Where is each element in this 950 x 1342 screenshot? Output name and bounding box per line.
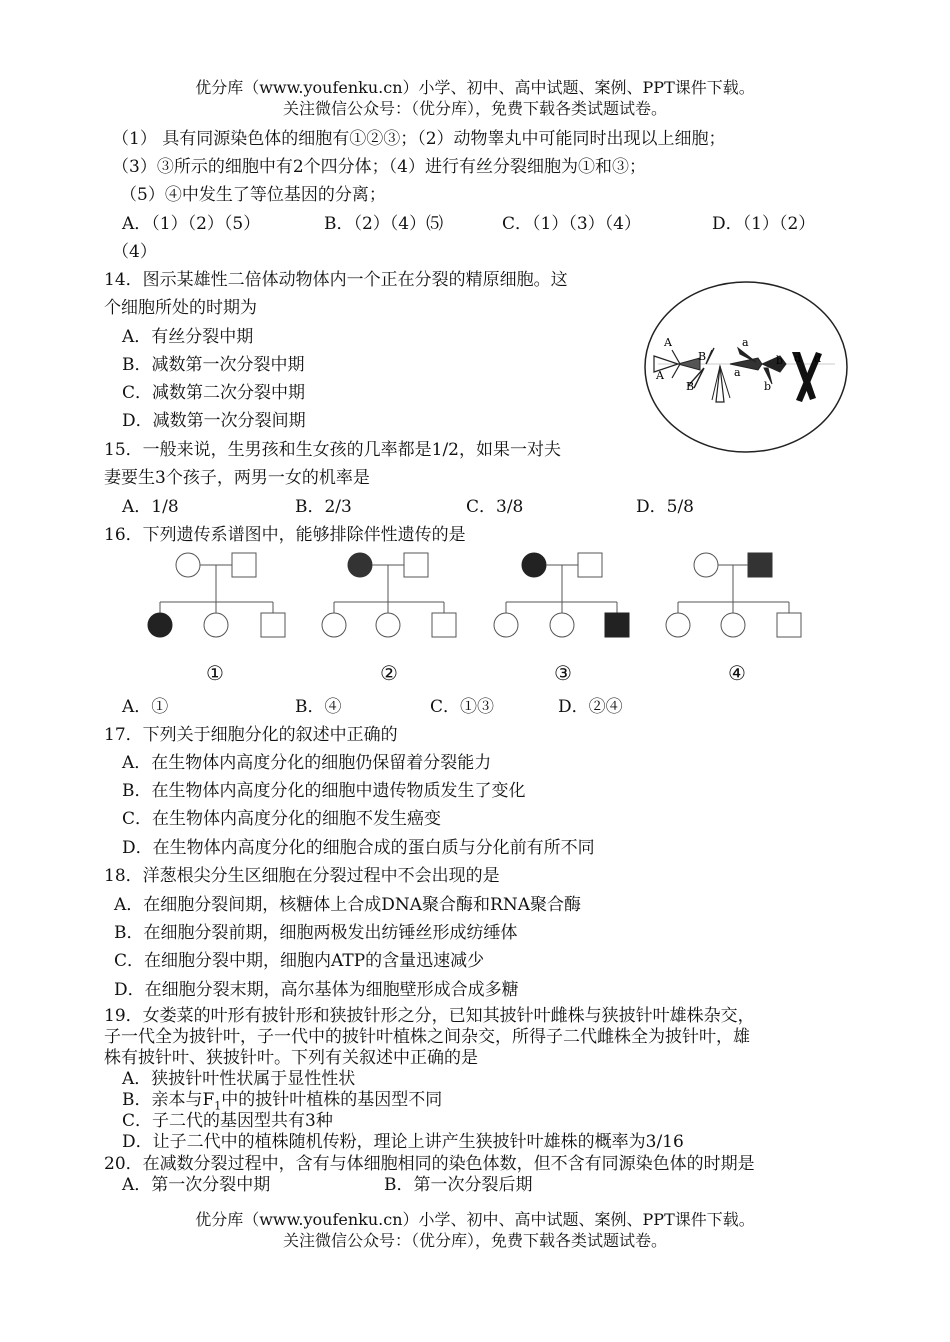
q13-option-d: D．（1）（2） bbox=[712, 214, 816, 234]
label-B-lower: B bbox=[686, 380, 695, 393]
q15-option-b: B．2/3 bbox=[295, 497, 352, 517]
q14-option-b: B．减数第一次分裂中期 bbox=[122, 355, 305, 375]
q17-option-c: C．在生物体内高度分化的细胞不发生癌变 bbox=[122, 809, 442, 829]
header-line-2: 关注微信公众号：（优分库），免费下载各类试题试卷。 bbox=[282, 99, 667, 118]
q19-option-b-suffix: 中的披针叶植株的基因型不同 bbox=[221, 1090, 443, 1110]
label-b-upper: b bbox=[776, 354, 784, 367]
label-B-upper: B bbox=[698, 350, 707, 363]
label-A-upper: A bbox=[664, 336, 672, 349]
q13-statement-1: （1） 具有同源染色体的细胞有①②③；（2）动物睾丸中可能同时出现以上细胞； bbox=[112, 129, 726, 149]
pedigree-4 bbox=[666, 553, 801, 637]
pedigree-label-3: ③ bbox=[554, 661, 572, 685]
q18-option-a: A．在细胞分裂间期，核糖体上合成DNA聚合酶和RNA聚合酶 bbox=[114, 895, 582, 915]
q14-stem-line-1: 14．图示某雄性二倍体动物体内一个正在分裂的精原细胞。这 bbox=[104, 270, 568, 290]
q19-option-d: D．让子二代中的植株随机传粉，理论上讲产生狭披针叶雄株的概率为3/16 bbox=[122, 1132, 684, 1152]
q19-option-a: A．狭披针叶性状属于显性性状 bbox=[122, 1069, 356, 1089]
q14-option-c: C．减数第二次分裂中期 bbox=[122, 383, 306, 403]
label-d-left: d bbox=[794, 352, 802, 365]
footer-line-1: 优分库（www.youfenku.cn）小学、初中、高中试题、案例、PPT课件下载。 bbox=[195, 1210, 755, 1229]
q14-stem-line-2: 个细胞所处的时期为 bbox=[104, 298, 257, 318]
q17-option-b: B．在生物体内高度分化的细胞中遗传物质发生了变化 bbox=[122, 781, 526, 801]
chromosome-pair-B bbox=[688, 348, 730, 402]
q13-option-b: B．（2）（4）⑸ bbox=[324, 214, 444, 234]
q16-option-c: C．①③ bbox=[430, 697, 495, 717]
q20-option-b: B．第一次分裂后期 bbox=[384, 1175, 533, 1195]
q13-statement-2: （3）③所示的细胞中有2个四分体；（4）进行有丝分裂细胞为①和③； bbox=[112, 157, 646, 177]
cell-division-figure bbox=[640, 278, 852, 456]
label-A-lower: A bbox=[656, 369, 664, 382]
pedigree-label-2: ② bbox=[380, 661, 398, 685]
pedigree-1 bbox=[148, 553, 285, 637]
label-b-lower: b bbox=[764, 380, 772, 393]
q19-stem-line-1: 19．女娄菜的叶形有披针形和狭披针形之分，已知其披针叶雌株与狭披针叶雄株杂交， bbox=[104, 1006, 755, 1026]
q13-statement-3: （5）④中发生了等位基因的分离； bbox=[120, 185, 386, 205]
q17-option-d: D．在生物体内高度分化的细胞合成的蛋白质与分化前有所不同 bbox=[122, 838, 595, 858]
q19-option-b-prefix: B．亲本与F bbox=[122, 1090, 215, 1110]
q16-option-d: D．②④ bbox=[558, 697, 623, 717]
q20-stem: 20．在减数分裂过程中，含有与体细胞相同的染色体数，但不含有同源染色体的时期是 bbox=[104, 1154, 755, 1174]
q17-option-a: A．在生物体内高度分化的细胞仍保留着分裂能力 bbox=[122, 753, 492, 773]
q13-option-a: A．（1）（2）（5） bbox=[122, 214, 261, 234]
q18-option-b: B．在细胞分裂前期，细胞两极发出纺锤丝形成纺缍体 bbox=[114, 923, 518, 943]
q16-stem: 16．下列遗传系谱图中，能够排除伴性遗传的是 bbox=[104, 525, 466, 545]
label-a-upper: a bbox=[742, 336, 749, 349]
q13-option-d-continued: （4） bbox=[112, 242, 157, 262]
q14-option-d: D．减数第一次分裂间期 bbox=[122, 411, 306, 431]
q15-option-d: D．5/8 bbox=[636, 497, 694, 517]
pedigree-label-4: ④ bbox=[728, 661, 746, 685]
q14-option-a: A．有丝分裂中期 bbox=[122, 327, 254, 347]
q15-stem-line-1: 15．一般来说，生男孩和生女孩的几率都是1/2，如果一对夫 bbox=[104, 440, 561, 460]
q19-stem-line-3: 株有披针叶、狭披针叶。下列有关叙述中正确的是 bbox=[104, 1048, 478, 1068]
q15-option-a: A．1/8 bbox=[122, 497, 179, 517]
q19-option-c: C．子二代的基因型共有3种 bbox=[122, 1111, 333, 1131]
label-d-right: d bbox=[814, 352, 822, 365]
pedigree-3 bbox=[494, 553, 629, 637]
q19-option-b-subscript: 1 bbox=[214, 1099, 222, 1113]
footer-line-2: 关注微信公众号：（优分库），免费下载各类试题试卷。 bbox=[282, 1231, 667, 1250]
q18-option-d: D．在细胞分裂末期，高尔基体为细胞壁形成合成多糖 bbox=[114, 980, 519, 1000]
q18-stem: 18．洋葱根尖分生区细胞在分裂过程中不会出现的是 bbox=[104, 866, 500, 886]
q18-option-c: C．在细胞分裂中期，细胞内ATP的含量迅速减少 bbox=[114, 951, 485, 971]
q20-option-a: A．第一次分裂中期 bbox=[122, 1175, 271, 1195]
q16-option-a: A．① bbox=[122, 697, 169, 717]
q15-stem-line-2: 妻要生3个孩子，两男一女的机率是 bbox=[104, 468, 370, 488]
q19-stem-line-2: 子一代全为披针叶，子一代中的披针叶植株之间杂交，所得子二代雌株全为披针叶，雄 bbox=[104, 1027, 750, 1047]
header-line-1: 优分库（www.youfenku.cn）小学、初中、高中试题、案例、PPT课件下载。 bbox=[195, 78, 755, 97]
q13-option-c: C．（1）（3）（4） bbox=[502, 214, 641, 234]
q17-stem: 17．下列关于细胞分化的叙述中正确的 bbox=[104, 725, 398, 745]
q16-option-b: B．④ bbox=[295, 697, 342, 717]
pedigree-charts bbox=[120, 548, 820, 648]
q15-option-c: C．3/8 bbox=[466, 497, 524, 517]
pedigree-2 bbox=[322, 553, 456, 637]
label-a-lower: a bbox=[734, 366, 741, 379]
pedigree-label-1: ① bbox=[206, 661, 224, 685]
